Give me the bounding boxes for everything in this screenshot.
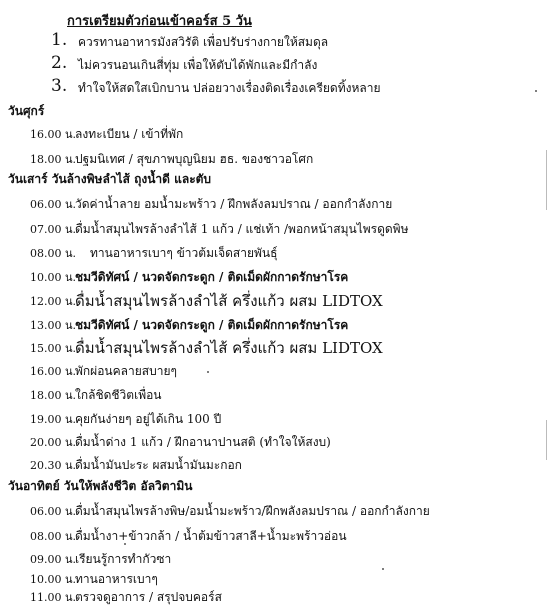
schedule-row bbox=[0, 588, 550, 608]
scan-speck bbox=[124, 543, 126, 545]
row-time: 13.00 น. bbox=[30, 319, 77, 332]
schedule-row bbox=[0, 456, 550, 476]
row-activity: ดื่มน้ำงา+ข้าวกล้า / น้ำต้มข้าวสาลี+น้ำมะพร้าวอ่อน bbox=[75, 529, 347, 543]
schedule-row bbox=[0, 550, 550, 570]
scan-edge-mark bbox=[546, 150, 547, 210]
row-time: 11.00 น. bbox=[30, 591, 77, 604]
prep-text: ควรทานอาหารมังสวิรัติ เพื่อปรับร่างกายให้สมดุล bbox=[78, 35, 329, 49]
prep-text: ทำใจให้สดใสเบิกบาน ปล่อยวางเรื่องติดเรื่องเครียดทิ้งหลาย bbox=[78, 81, 381, 95]
day-heading-sunday: วันอาทิตย์ วันให้พลังชีวิต อัลวิตามิน bbox=[8, 479, 193, 493]
schedule-row bbox=[0, 433, 550, 453]
row-activity: ชมวีดิทัศน์ / นวดจัดกระดูก / ติดเม็ดผักกาดรักษาโรค bbox=[75, 318, 349, 332]
row-time: 09.00 น. bbox=[30, 553, 77, 566]
schedule-row bbox=[0, 316, 550, 336]
row-activity: เรียนรู้การทำกัวซา bbox=[75, 552, 172, 566]
schedule-row bbox=[0, 570, 550, 590]
schedule-row bbox=[0, 125, 550, 145]
schedule-row bbox=[0, 386, 550, 406]
schedule-row bbox=[0, 220, 550, 240]
row-activity: ใกล้ชิดชีวิตเพื่อน bbox=[75, 388, 162, 402]
prep-number: 3. bbox=[51, 76, 68, 96]
scan-speck bbox=[382, 568, 384, 570]
row-time: 16.00 น. bbox=[30, 365, 77, 378]
schedule-row bbox=[0, 150, 550, 170]
row-time: 18.00 น. bbox=[30, 153, 77, 166]
row-time: 06.00 น. bbox=[30, 505, 77, 518]
row-activity: ดื่มน้ำสมุนไพรล้างลำไส้ ครึ่งแก้ว ผสม LIDTOX bbox=[75, 292, 383, 310]
row-time: 20.00 น. bbox=[30, 436, 77, 449]
row-time: 12.00 น. bbox=[30, 295, 77, 308]
row-time: 19.00 น. bbox=[30, 413, 77, 426]
row-activity: ดื่มน้ำสมุนไพรล้างลำไส้ ครึ่งแก้ว ผสม LIDTOX bbox=[75, 339, 383, 357]
row-activity: ทานอาหารเบาๆ ข้าวต้มเจ็ดสายพันธุ์ bbox=[90, 246, 278, 260]
row-time: 07.00 น. bbox=[30, 223, 77, 236]
prep-number: 1. bbox=[51, 30, 68, 50]
schedule-row bbox=[0, 502, 550, 522]
row-time: 18.00 น. bbox=[30, 389, 77, 402]
schedule-row bbox=[0, 244, 550, 264]
schedule-row bbox=[0, 195, 550, 215]
row-activity: พักผ่อนคลายสบายๆ bbox=[75, 364, 177, 378]
row-activity: ดื่มน้ำมันปะระ ผสมน้ำมันมะกอก bbox=[75, 458, 242, 472]
row-time: 15.00 น. bbox=[30, 342, 77, 355]
row-activity: ดื่มน้ำสมุนไพรล้างพิษ/อมน้ำมะพร้าว/ฝึกพลังลมปราณ / ออกกำลังกาย bbox=[75, 504, 430, 518]
day-heading-friday: วันศุกร์ bbox=[8, 104, 45, 118]
row-time: 16.00 น. bbox=[30, 128, 77, 141]
row-activity: คุยกันง่ายๆ อยู่ได้เกิน 100 ปี bbox=[75, 412, 222, 426]
document-title: การเตรียมตัวก่อนเข้าคอร์ส 5 วัน bbox=[67, 14, 252, 29]
schedule-row bbox=[0, 527, 550, 547]
scan-speck bbox=[207, 371, 209, 373]
row-activity: ทานอาหารเบาๆ bbox=[75, 572, 158, 586]
row-activity: ปฐมนิเทศ / สุขภาพบุญนิยม ฮธ. ของชาวอโศก bbox=[75, 152, 314, 166]
row-activity: ลงทะเบียน / เข้าที่พัก bbox=[75, 127, 184, 141]
row-activity: ดื่มน้ำด่าง 1 แก้ว / ฝึกอานาปานสติ (ทำใจให้สงบ) bbox=[75, 435, 331, 449]
row-activity: ชมวีดิทัศน์ / นวดจัดกระดูก / ติดเม็ดผักกาดรักษาโรค bbox=[75, 270, 349, 284]
schedule-row bbox=[0, 292, 550, 312]
schedule-row bbox=[0, 362, 550, 382]
schedule-row bbox=[0, 339, 550, 359]
row-activity: ตรวจดูอาการ / สรุปจบคอร์ส bbox=[75, 590, 222, 604]
day-heading-saturday: วันเสาร์ วันล้างพิษลำไส้ ถุงน้ำดี และตับ bbox=[8, 172, 212, 186]
schedule-row bbox=[0, 410, 550, 430]
row-activity: ดื่มน้ำสมุนไพรล้างลำไส้ 1 แก้ว / แช่เท้า /พอกหน้าสมุนไพรดูดพิษ bbox=[75, 222, 409, 236]
prep-number: 2. bbox=[51, 53, 68, 73]
scan-speck bbox=[535, 90, 537, 92]
row-time: 08.00 น. bbox=[30, 530, 77, 543]
row-time: 20.30 น. bbox=[30, 459, 77, 472]
row-time: 08.00 น. bbox=[30, 247, 77, 260]
scan-edge-mark bbox=[546, 420, 547, 460]
schedule-row bbox=[0, 268, 550, 288]
row-time: 10.00 น. bbox=[30, 573, 77, 586]
row-activity: วัดค่าน้ำลาย อมน้ำมะพร้าว / ฝึกพลังลมปราณ / ออกกำลังกาย bbox=[75, 197, 393, 211]
prep-text: ไม่ควรนอนเกินสี่ทุ่ม เพื่อให้ตับได้พักและมีกำลัง bbox=[78, 58, 318, 72]
row-time: 06.00 น. bbox=[30, 198, 77, 211]
row-time: 10.00 น. bbox=[30, 271, 77, 284]
